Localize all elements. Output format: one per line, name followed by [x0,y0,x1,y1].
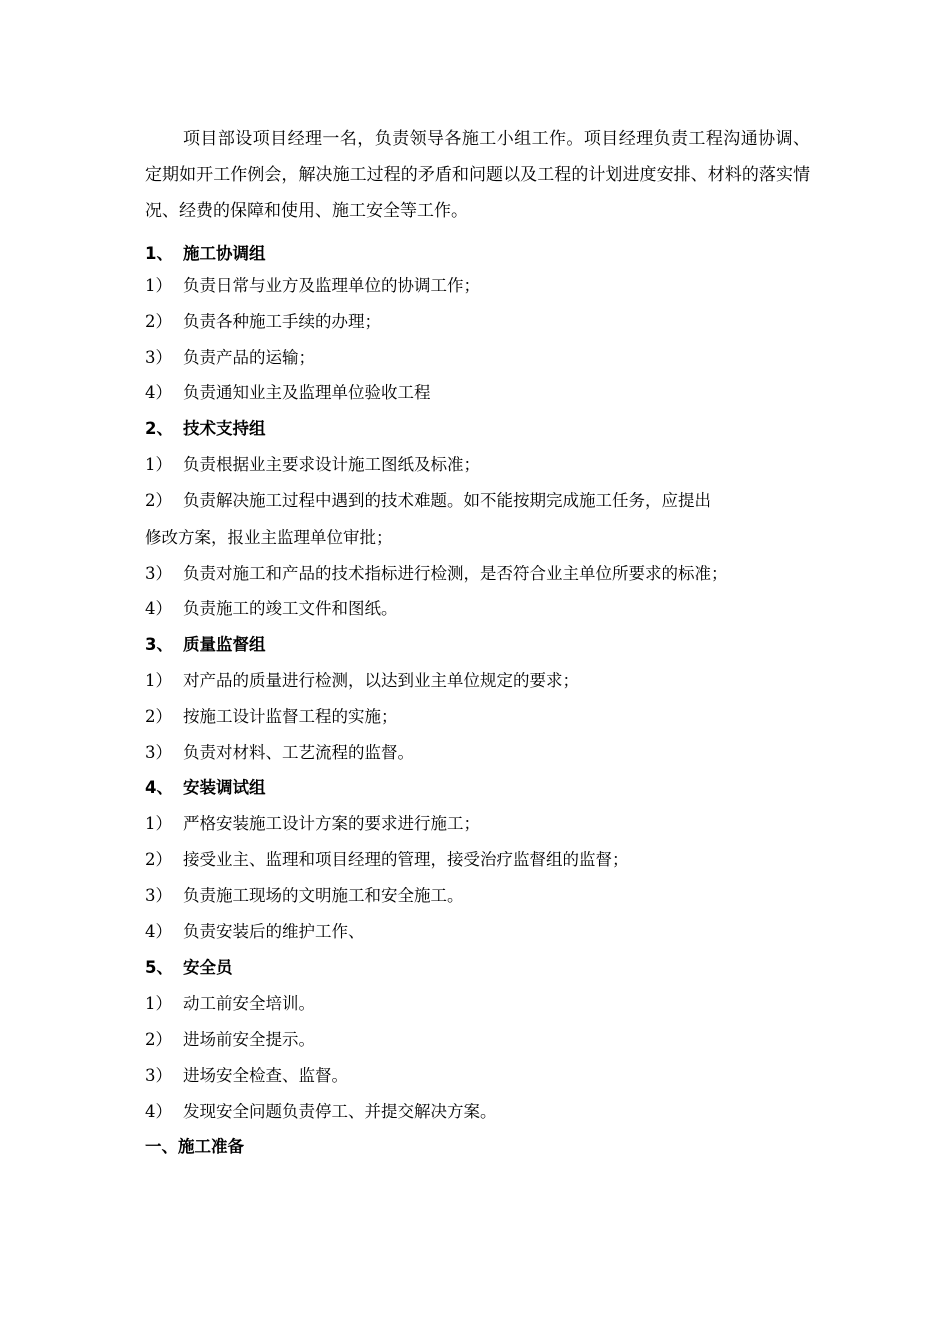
intro-paragraph: 项目部设项目经理一名，负责领导各施工小组工作。项目经理负责工程沟通协调、定期如开工作例会，解决施工过程的矛盾和问题以及工程的计划进度安排、材料的落实情况、经费的保障和使用、施工安全等工作。 [145,129,810,221]
item-number: 2） [145,312,172,331]
chapter-heading: 一、施工准备 [145,1137,244,1156]
section-heading-2 [145,411,810,447]
list-item [145,663,810,699]
item-number: 1） [145,455,172,474]
list-item [145,304,810,340]
item-text: 负责安装后的维护工作、 [183,922,365,941]
list-item [145,699,810,735]
list-item [145,914,810,950]
section-number: 4、 [145,778,173,797]
item-text: 负责对材料、工艺流程的监督。 [183,743,414,762]
item-number: 4） [145,383,172,402]
item-number: 3） [145,348,172,367]
item-number: 1） [145,814,172,833]
list-item [145,1022,810,1058]
section-heading-4 [145,770,810,806]
list-item [145,842,810,878]
item-text: 进场安全检查、监督。 [183,1066,348,1085]
list-item [145,878,810,914]
section-heading-5 [145,950,810,986]
item-text: 负责产品的运输； [183,348,315,367]
list-item [145,483,810,519]
item-number: 3） [145,564,172,583]
item-number: 2） [145,707,172,726]
item-number: 2） [145,1030,172,1049]
item-text: 负责施工的竣工文件和图纸。 [183,599,398,618]
item-number: 1） [145,994,172,1013]
item-number: 4） [145,1102,172,1121]
list-item [145,735,810,771]
section-title: 质量监督组 [183,635,266,654]
item-text: 进场前安全提示。 [183,1030,315,1049]
list-item [145,1094,810,1130]
list-item [145,986,810,1022]
section-title: 安全员 [183,958,233,977]
item-number: 2） [145,491,172,510]
list-item [145,340,810,376]
item-text: 负责各种施工手续的办理； [183,312,381,331]
item-text: 负责施工现场的文明施工和安全施工。 [183,886,464,905]
item-number: 4） [145,599,172,618]
section-heading-1 [145,236,810,272]
item-text: 对产品的质量进行检测，以达到业主单位规定的要求； [183,671,579,690]
section-title: 安装调试组 [183,778,266,797]
section-number: 2、 [145,419,173,438]
item-text: 负责日常与业方及监理单位的协调工作； [183,276,480,295]
item-text: 发现安全问题负责停工、并提交解决方案。 [183,1102,497,1121]
list-item [145,268,810,304]
item-text: 负责根据业主要求设计施工图纸及标准； [183,455,480,474]
list-item-continuation [145,520,810,556]
section-title: 技术支持组 [183,419,266,438]
section-number: 1、 [145,244,173,263]
section-number: 3、 [145,635,173,654]
section-number: 5、 [145,958,173,977]
item-text: 负责通知业主及监理单位验收工程 [183,383,431,402]
section-heading-3 [145,627,810,663]
item-number: 3） [145,743,172,762]
section-title: 施工协调组 [183,244,266,263]
item-number: 4） [145,922,172,941]
list-item [145,1058,810,1094]
item-text: 按施工设计监督工程的实施； [183,707,398,726]
list-item [145,806,810,842]
list-item [145,375,810,411]
item-text: 动工前安全培训。 [183,994,315,1013]
item-text-continuation: 修改方案，报业主监理单位审批； [145,528,393,547]
item-number: 1） [145,671,172,690]
item-text: 负责解决施工过程中遇到的技术难题。如不能按期完成施工任务，应提出 [183,491,711,510]
list-item [145,591,810,627]
list-item [145,556,810,592]
item-number: 3） [145,1066,172,1085]
list-item [145,447,810,483]
item-text: 负责对施工和产品的技术指标进行检测，是否符合业主单位所要求的标准； [183,564,728,583]
item-number: 2） [145,850,172,869]
item-text: 严格安装施工设计方案的要求进行施工； [183,814,480,833]
item-number: 1） [145,276,172,295]
item-number: 3） [145,886,172,905]
item-text: 接受业主、监理和项目经理的管理，接受治疗监督组的监督； [183,850,629,869]
